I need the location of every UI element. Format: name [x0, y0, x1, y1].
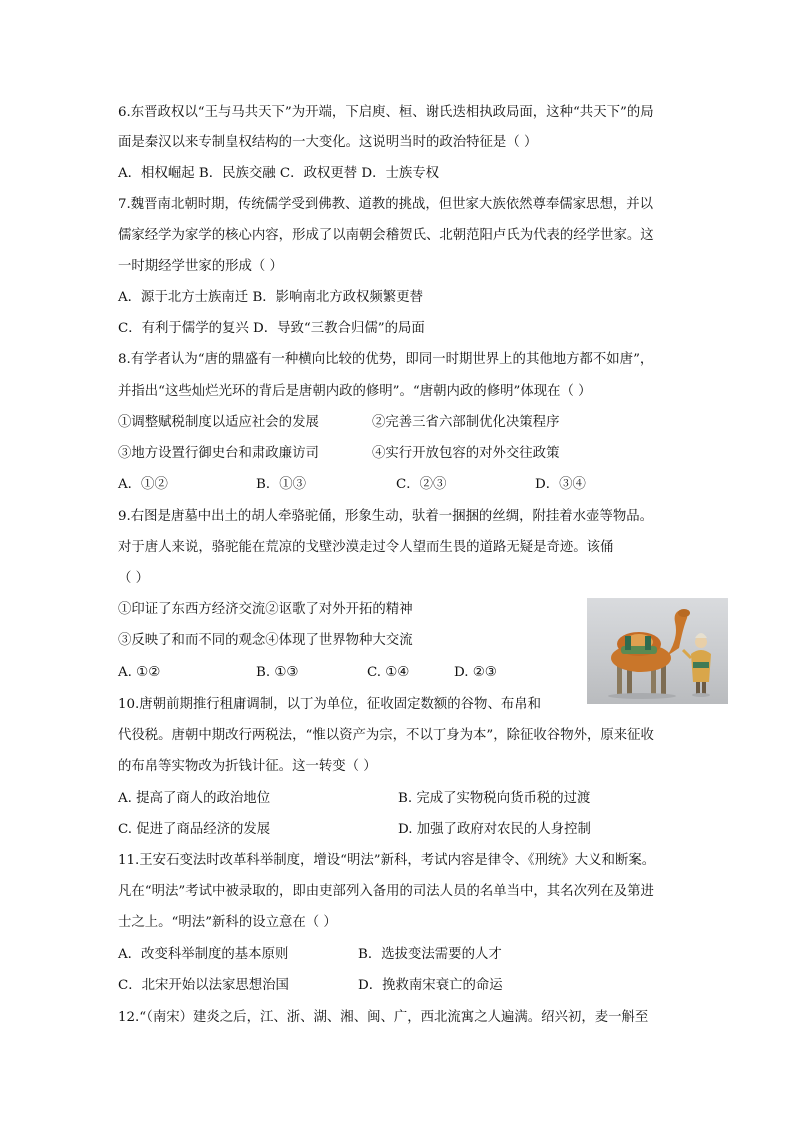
q8-stem-line-2: 并指出“这些灿烂光环的背后是唐朝内政的修明”。“唐朝内政的修明”体现在（ ）: [118, 384, 592, 399]
q10-option-d: D. 加强了政府对农民的人身控制: [398, 822, 591, 837]
q8-statement-1: ①调整赋税制度以适应社会的发展: [118, 415, 319, 430]
q10-option-c: C. 促进了商品经济的发展: [118, 822, 271, 837]
q10-option-b: B. 完成了实物税向货币税的过渡: [398, 791, 591, 806]
q11-stem-line-3: 士之上。“明法”新科的设立意在（ ）: [118, 915, 337, 930]
q10-stem-line-3: 的布帛等实物改为折钱计征。这一转变（ ）: [118, 759, 377, 774]
q10-stem-line-1: 10.唐朝前期推行租庸调制，以丁为单位，征收固定数额的谷物、布帛和: [118, 697, 542, 712]
q8-statement-4: ④实行开放包容的对外交往政策: [372, 446, 560, 461]
q10-stem-line-2: 代役税。唐朝中期改行两税法，“惟以资产为宗，不以丁身为本”，除征收谷物外，原来征收: [118, 728, 654, 743]
q11-option-a: A．改变科举制度的基本原则: [118, 947, 289, 962]
q9-statements-1-2: ①印证了东西方经济交流②讴歌了对外开拓的精神: [118, 602, 413, 617]
q9-stem-line-3: （ ）: [118, 571, 150, 586]
q7-stem-line-2: 儒家经学为家学的核心内容，形成了以南朝会稽贺氏、北朝范阳卢氏为代表的经学世家。这: [118, 228, 654, 243]
q8-option-d: D．③④: [535, 477, 586, 492]
q10-option-a: A. 提高了商人的政治地位: [118, 791, 271, 806]
q7-stem-line-3: 一时期经学世家的形成（ ）: [118, 259, 283, 274]
q8-statement-3: ③地方设置行御史台和肃政廉访司: [118, 446, 319, 461]
q9-option-c: C. ①④: [367, 665, 410, 680]
q9-stem-line-1: 9.右图是唐墓中出土的胡人牵骆驼俑，形象生动，驮着一捆捆的丝绸，附挂着水壶等物品。: [118, 509, 654, 524]
q11-option-c: C．北宋开始以法家思想治国: [118, 978, 289, 993]
q7-stem-line-1: 7.魏晋南北朝时期，传统儒学受到佛教、道教的挑战，但世家大族依然尊奉儒家思想，并以: [118, 197, 654, 212]
q12-stem-line-1: 12.“（南宋）建炎之后，江、浙、湖、湘、闽、广，西北流寓之人遍满。绍兴初，麦一斛至: [118, 1010, 649, 1025]
q11-stem-line-1: 11.王安石变法时改革科举制度，增设“明法”新科，考试内容是律令、《刑统》大义和断案。: [118, 853, 656, 868]
q8-option-c: C．②③: [396, 477, 447, 492]
q6-options: A．相权崛起 B．民族交融 C．政权更替 D．士族专权: [118, 166, 440, 181]
q6-stem-line-2: 面是秦汉以来专制皇权结构的一大变化。这说明当时的政治特征是（ ）: [118, 135, 538, 150]
q7-options-1: A．源于北方士族南迁 B．影响南北方政权频繁更替: [118, 290, 423, 305]
q8-option-b: B．①③: [256, 477, 307, 492]
q9-statements-3-4: ③反映了和而不同的观念④体现了世界物种大交流: [118, 633, 413, 648]
q9-option-b: B. ①③: [256, 665, 299, 680]
q9-option-d: D. ②③: [454, 665, 497, 680]
q9-stem-line-2: 对于唐人来说，骆驼能在荒凉的戈壁沙漠走过令人望而生畏的道路无疑是奇迹。该俑: [118, 540, 614, 555]
q6-stem-line-1: 6.东晋政权以“王与马共天下”为开端，下启庾、桓、谢氏迭相执政局面，这种“共天下”的局: [118, 105, 654, 120]
q8-stem-line-1: 8.有学者认为“唐的鼎盛有一种横向比较的优势，即同一时期世界上的其他地方都不如唐”，: [118, 352, 654, 367]
q11-stem-line-2: 凡在“明法”考试中被录取的，即由吏部列入备用的司法人员的名单当中，其名次列在及第进: [118, 884, 654, 899]
q11-option-b: B．选拔变法需要的人才: [358, 947, 502, 962]
q8-option-a: A．①②: [118, 477, 168, 492]
camel-figurine-photo: [587, 598, 728, 704]
q11-option-d: D．挽救南宋衰亡的命运: [358, 978, 503, 993]
q9-option-a: A. ①②: [118, 665, 161, 680]
q8-statement-2: ②完善三省六部制优化决策程序: [372, 415, 560, 430]
q7-options-2: C．有利于儒学的复兴 D．导致“三教合归儒”的局面: [118, 321, 425, 336]
